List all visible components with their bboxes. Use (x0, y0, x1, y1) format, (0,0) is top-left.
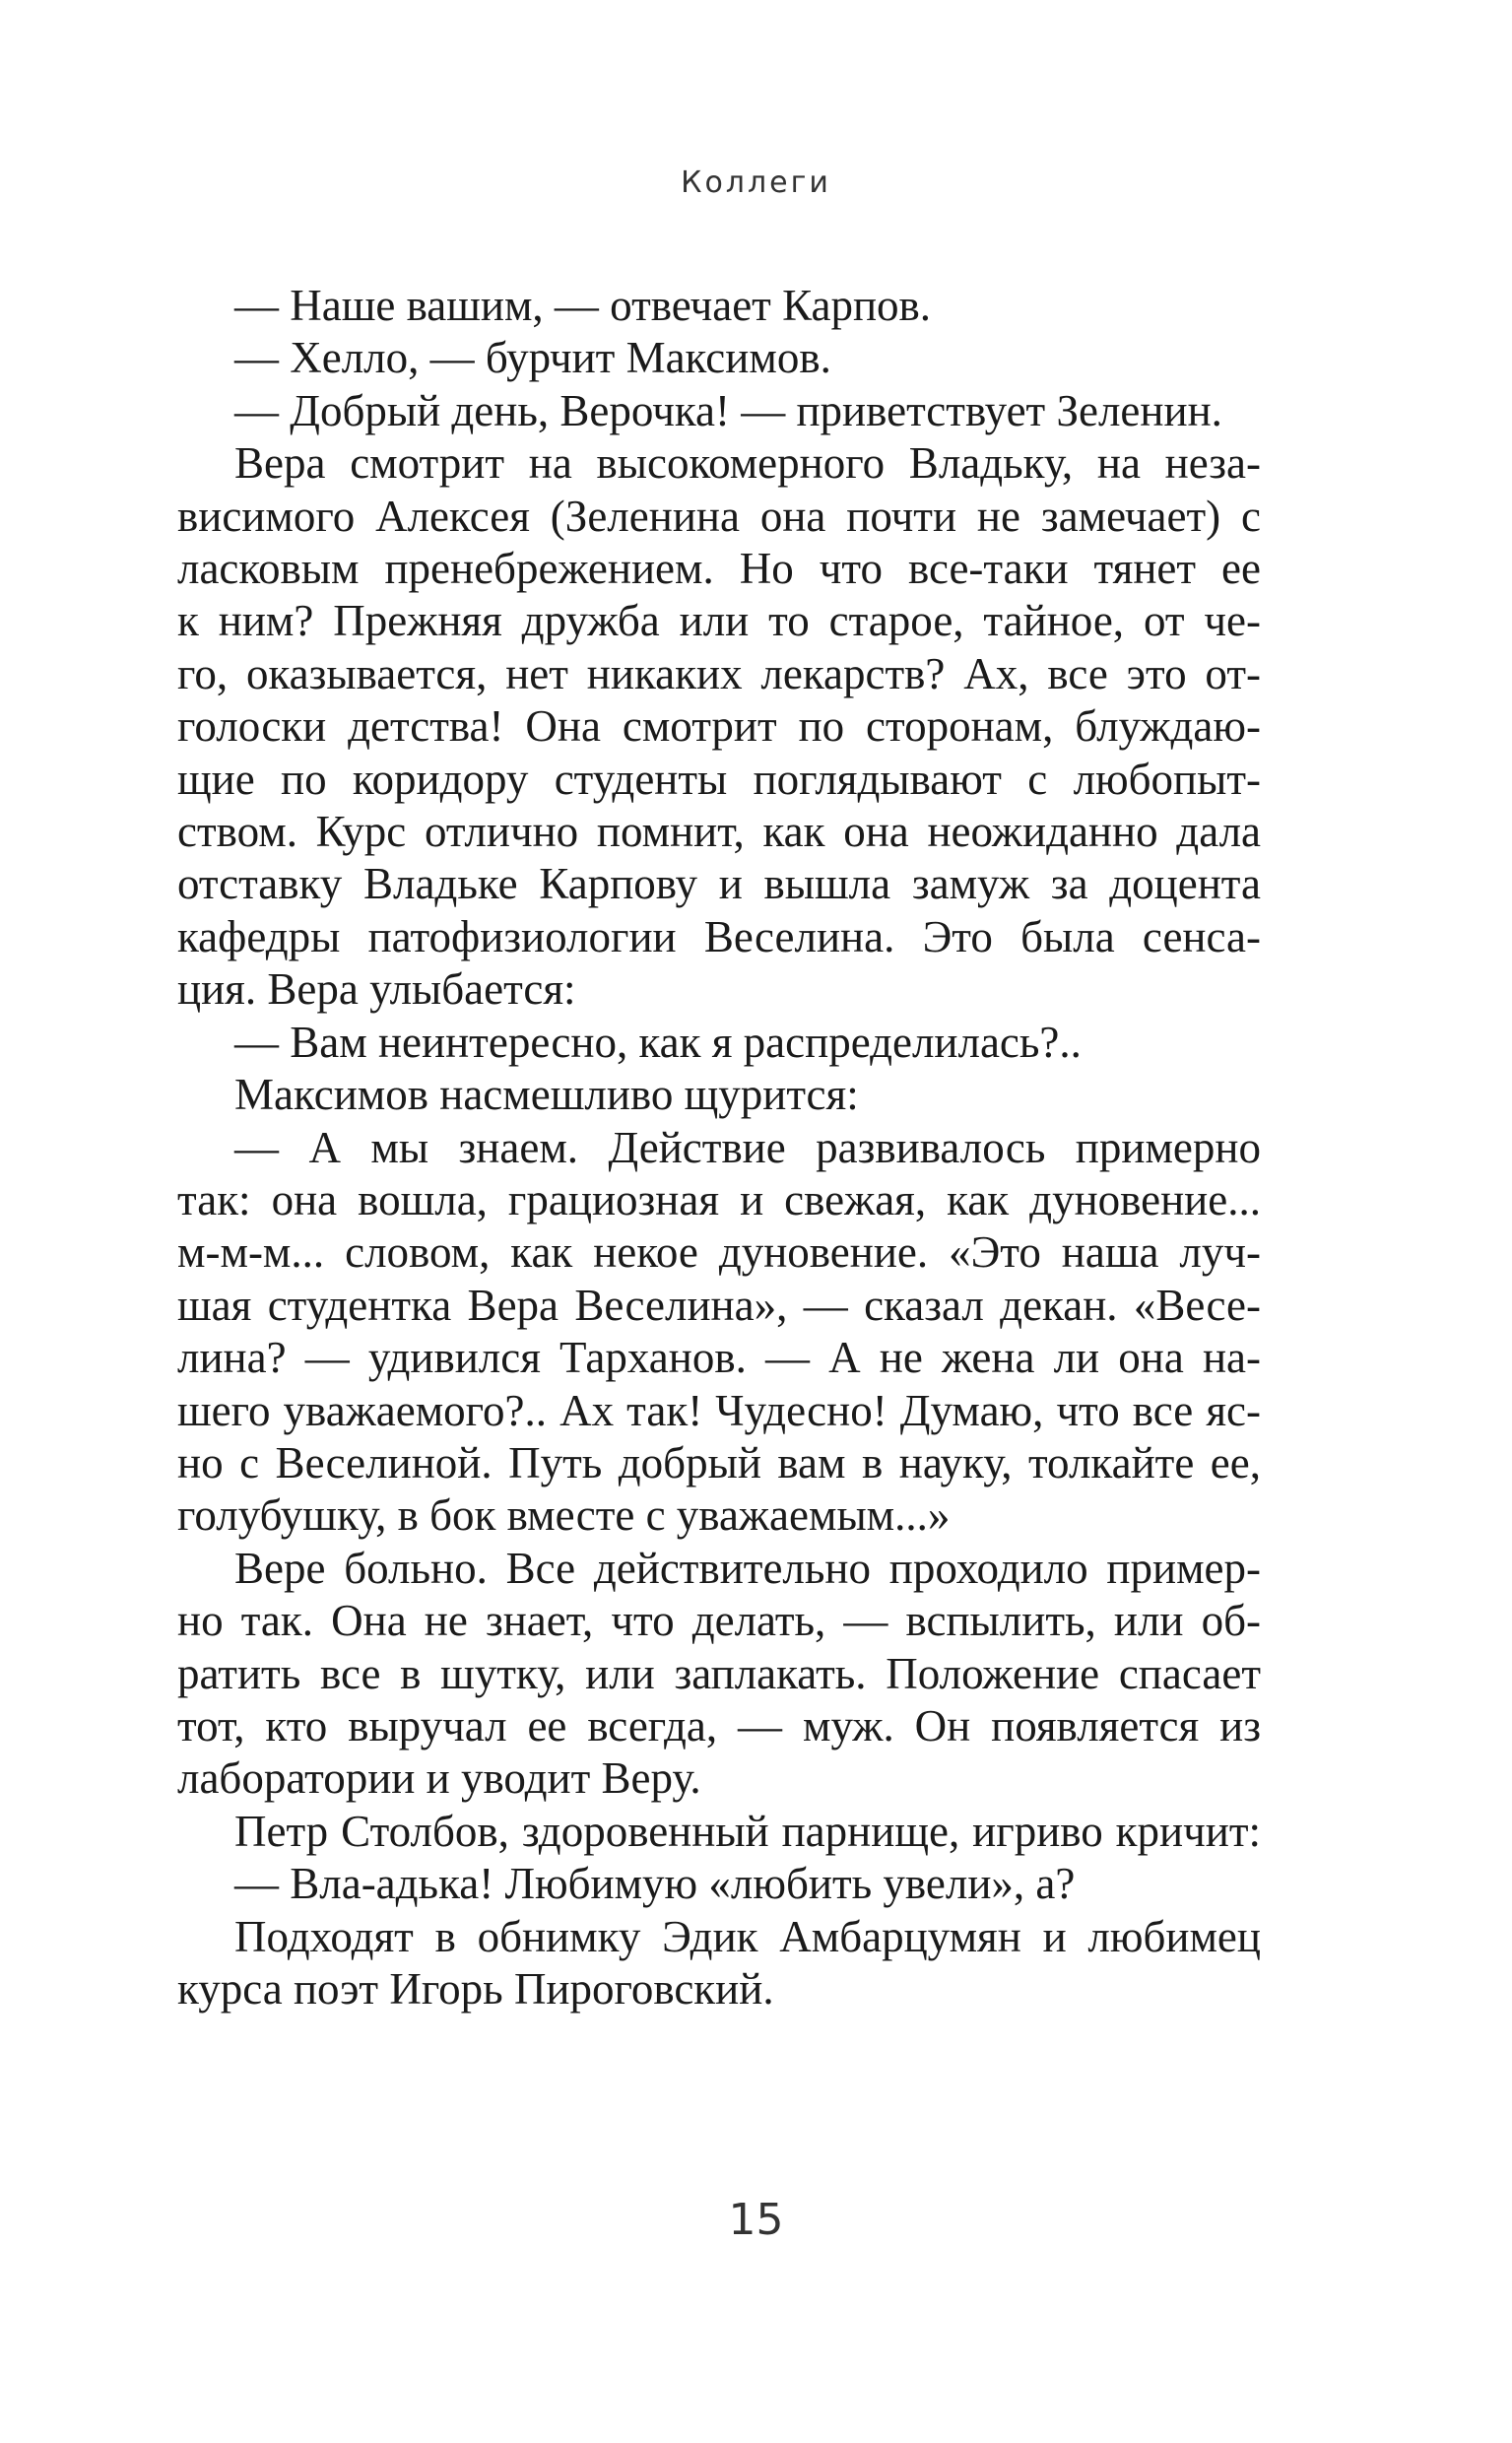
text-line: голубушку, в бок вместе с уважаемым...» (177, 1490, 951, 1541)
text-line: тот, кто выручал ее всегда, — муж. Он появляется из (177, 1700, 1261, 1750)
text-line: лаборатории и уводит Веру. (177, 1753, 701, 1804)
text-line: курса поэт Игорь Пироговский. (177, 1964, 774, 2014)
text-line: — Добрый день, Верочка! — приветствует Зеленин. (234, 385, 1222, 435)
text-line: м-м-м... словом, как некое дуновение. «Это наша луч- (177, 1227, 1261, 1278)
text-line: но с Веселиной. Путь добрый вам в науку, толкайте ее, (177, 1437, 1261, 1487)
text-line: — Наше вашим, — отвечает Карпов. (234, 281, 932, 330)
text-line: ласковым пренебрежением. Но что все-таки тянет ее (177, 544, 1261, 594)
text-line: но так. Она не знает, что делать, — вспылить, или об- (177, 1596, 1261, 1646)
text-line: Максимов насмешливо щурится: (234, 1070, 859, 1120)
text-line: ция. Вера улыбается: (177, 964, 576, 1015)
text-line: Петр Столбов, здоровенный парнище, игриво кричит: (234, 1806, 1261, 1856)
text-line: щие по коридору студенты поглядывают с любопыт- (177, 754, 1261, 804)
running-header: Коллеги (681, 165, 831, 200)
text-line: го, оказывается, нет никаких лекарств? Ах, все это от- (177, 648, 1261, 698)
text-line: голоски детства! Она смотрит по сторонам, блуждаю- (177, 701, 1261, 752)
text-line: отставку Владьке Карпову и вышла замуж за доцента (177, 859, 1261, 909)
text-line: лина? — удивился Тарханов. — А не жена ли она на- (177, 1333, 1261, 1383)
text-line: Вера смотрит на высокомерного Владьку, на неза- (234, 438, 1261, 489)
text-line: — Вам неинтересно, как я распределилась?.. (234, 1017, 1082, 1067)
text-line: — А мы знаем. Действие развивалось примерно (234, 1122, 1261, 1172)
text-line: — Вла-адька! Любимую «любить увели», а? (234, 1859, 1076, 1909)
text-line: Подходят в обнимку Эдик Амбарцумян и любимец (234, 1911, 1261, 1961)
text-line: шая студентка Вера Веселина», — сказал декан. «Весе- (177, 1280, 1261, 1330)
text-line: ством. Курс отлично помнит, как она неожиданно дала (177, 807, 1261, 857)
text-line: висимого Алексея (Зеленина она почти не замечает) с (177, 491, 1261, 541)
text-line: к ним? Прежняя дружба или то старое, тайное, от че- (177, 596, 1261, 646)
text-line: Вере больно. Все действительно проходило пример- (234, 1543, 1261, 1593)
text-line: кафедры патофизиологии Веселина. Это была сенса- (177, 911, 1261, 961)
text-line: так: она вошла, грациозная и свежая, как дуновение... (177, 1174, 1261, 1224)
text-line: шего уважаемого?.. Ах так! Чудесно! Думаю, что все яс- (177, 1385, 1261, 1435)
text-line: ратить все в шутку, или заплакать. Положение спасает (177, 1648, 1261, 1698)
text-line: — Хелло, — бурчит Максимов. (234, 333, 831, 383)
page-number: 15 (728, 2195, 784, 2245)
body-text (177, 280, 1261, 2015)
